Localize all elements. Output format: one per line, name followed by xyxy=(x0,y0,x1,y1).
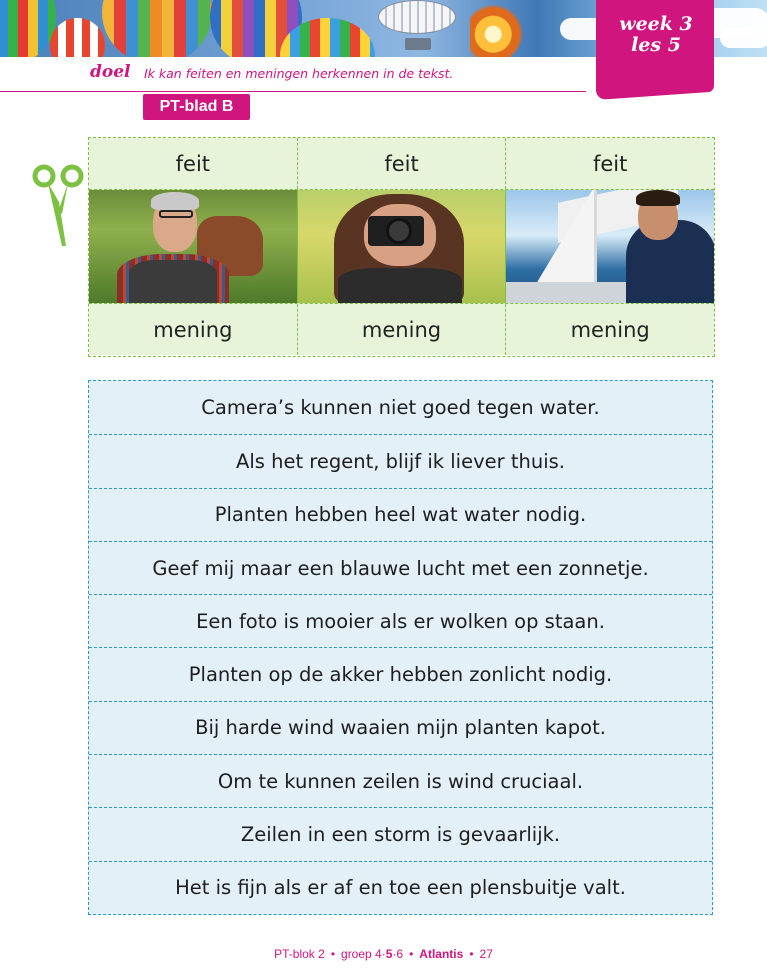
lesson-number: les 5 xyxy=(631,34,681,56)
page-number: 27 xyxy=(479,947,493,961)
hot-air-balloon-image xyxy=(102,0,212,57)
cutout-grid xyxy=(88,137,715,357)
feit-cell: feit xyxy=(175,151,211,176)
photographer-photo xyxy=(297,190,506,303)
sentence-strips xyxy=(88,380,713,915)
farmer-photo xyxy=(89,190,297,303)
footer-group: groep 4 xyxy=(341,947,382,961)
sailor-photo xyxy=(505,190,714,303)
airship-gondola-image xyxy=(405,38,431,50)
week-lesson-label xyxy=(600,14,712,56)
mening-cell: mening xyxy=(297,304,506,355)
sentence-strip[interactable]: Bij harde wind waaien mijn planten kapot. xyxy=(89,701,712,754)
sentence-strip[interactable]: Planten op de akker hebben zonlicht nodig. xyxy=(89,647,712,700)
sentence-strip[interactable]: Het is fijn als er af en toe een plensbuitje valt. xyxy=(89,861,712,914)
cloud-image xyxy=(720,28,767,48)
doel-label: doel xyxy=(90,62,131,82)
scissors-icon xyxy=(32,162,84,248)
page-footer: PT-blok 2 • groep 4·5·6 • Atlantis • 27 xyxy=(274,947,493,961)
sentence-strip[interactable]: Als het regent, blijf ik liever thuis. xyxy=(89,434,712,487)
sentence-strip[interactable]: Om te kunnen zeilen is wind cruciaal. xyxy=(89,754,712,807)
footer-block: PT-blok 2 xyxy=(274,947,325,961)
sentence-strip[interactable]: Planten hebben heel wat water nodig. xyxy=(89,488,712,541)
sentence-strip[interactable]: Geef mij maar een blauwe lucht met een zonnetje. xyxy=(89,541,712,594)
feit-cell: feit xyxy=(505,138,714,189)
hot-air-balloon-image xyxy=(0,0,56,57)
feit-cell: feit xyxy=(297,138,506,189)
footer-brand: Atlantis xyxy=(419,947,464,961)
doel-divider xyxy=(0,91,586,92)
footer-group-end: 6 xyxy=(396,947,404,961)
week-number: week 3 xyxy=(619,13,693,35)
sentence-strip[interactable]: Zeilen in een storm is gevaarlijk. xyxy=(89,807,712,860)
sentence-strip[interactable]: Camera’s kunnen niet goed tegen water. xyxy=(201,396,600,420)
mening-cell: mening xyxy=(153,317,233,342)
sentence-strip[interactable]: Een foto is mooier als er wolken op staan. xyxy=(89,594,712,647)
worksheet-badge: PT-blad B xyxy=(143,94,250,120)
mening-cell: mening xyxy=(505,304,714,355)
photo-row xyxy=(89,190,714,303)
feit-row xyxy=(89,138,714,190)
airship-image xyxy=(378,0,456,34)
mening-row xyxy=(89,303,714,355)
rocket-flame-image xyxy=(470,0,528,57)
hot-air-balloon-image xyxy=(50,18,105,57)
footer-group-mid: 5 xyxy=(385,947,393,961)
doel-text: Ik kan feiten en meningen herkennen in de tekst. xyxy=(144,66,454,81)
